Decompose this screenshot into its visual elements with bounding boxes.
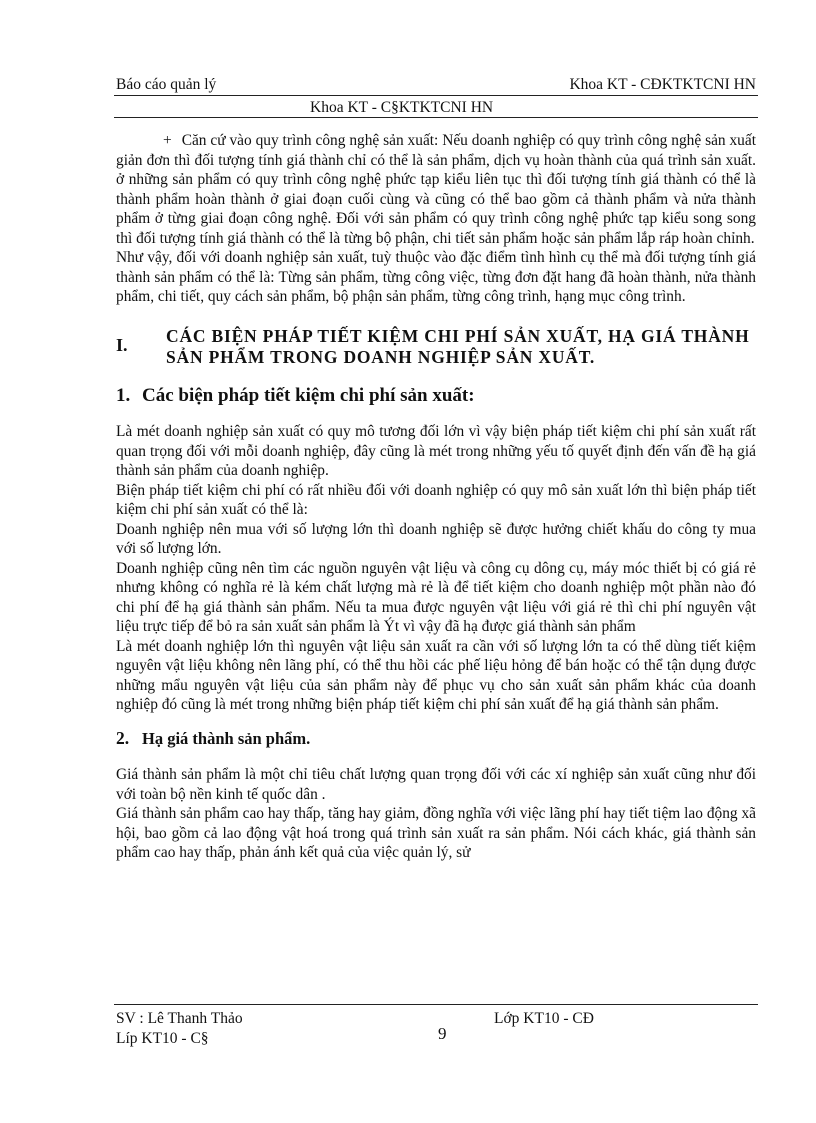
paragraph: Giá thành sản phẩm là một chỉ tiêu chất lượng quan trọng đối với các xí nghiệp sản xuất cũng như đối với toàn bộ nền kinh tế quốc dân . (116, 766, 756, 803)
subsection-1-heading (116, 386, 756, 406)
header-left-text: Báo cáo quản lý (116, 76, 217, 93)
subsection-1-number: 1. (116, 384, 131, 406)
paragraph: Là mét doanh nghiệp sản xuất có quy mô tương đối lớn vì vậy biện pháp tiết kiệm chi phí sản xuất rất quan trọng đối với mỗi doanh nghiệp, đây cũng là mét trong những yếu tố quyết định đến vấn đề hạ giá thành sản phẩm của doanh nghiệp. (116, 423, 756, 479)
subsection-2-heading (116, 729, 756, 749)
footer-student: SV : Lê Thanh Thảo (116, 1010, 243, 1027)
footer-class-right: Lớp KT10 - CĐ (494, 1010, 594, 1027)
bullet-marker: + (163, 132, 172, 149)
paragraph: Biện pháp tiết kiệm chi phí có rất nhiều đối với doanh nghiệp có quy mô sản xuất lớn thì biện pháp tiết kiệm chi phí sản xuất có thể là: (116, 481, 756, 518)
footer-divider (114, 1004, 758, 1005)
footer-class-left: Líp KT10 - C§ (116, 1030, 209, 1047)
paragraph: Doanh nghiệp cũng nên tìm các nguồn nguyên vật liệu và công cụ dông cụ, máy móc thiết bị có giá rẻ nhưng không có nghĩa rẻ là kém chất lượng mà rẻ là để tiết kiệm cho doanh nghiệp một phần nào đó chi phí để hạ giá thành sản phẩm. Nếu ta mua được nguyên vật liệu với giá rẻ thì chi phí nguyên vật liệu trực tiếp để bỏ ra sản xuất sản phẩm là Ýt vì vậy đã hạ được giá thành sản phẩm (116, 559, 756, 635)
subsection-1-title: Các biện pháp tiết kiệm chi phí sản xuất: (142, 384, 475, 406)
bullet-paragraph (116, 131, 756, 248)
paragraph: Là mét doanh nghiệp lớn thì nguyên vật liệu sản xuất ra cần với số lượng lớn ta có thể dùng tiết kiệm nguyên vật liệu không nên lãng phí, có thể thu hồi các phế liệu hỏng để bán hoặc có thể tận dụng được những mẩu nguyên vật liệu của sản phẩm này để phục vụ cho sản xuất sản phẩm khác của doanh nghiệp đó cũng là mét trong những biện pháp tiết kiệm chi phí sản xuất để hạ giá thành sản phẩm. (116, 637, 756, 713)
header-subtitle: Khoa KT - C§KTKTCNI HN (310, 99, 494, 116)
subsection-2-title: Hạ giá thành sản phẩm. (142, 728, 311, 748)
subsection-2-number: 2. (116, 727, 130, 748)
page-header (116, 76, 756, 94)
paragraph: Doanh nghiệp nên mua với số lượng lớn thì doanh nghiệp sẽ được hưởng chiết khấu do công ty mua với số lượng lớn. (116, 520, 756, 557)
header-divider (114, 95, 758, 96)
section-heading (116, 326, 756, 368)
document-body (116, 131, 756, 863)
page-number: 9 (438, 1024, 447, 1043)
section-number: I. (116, 334, 128, 355)
paragraph: Giá thành sản phẩm cao hay thấp, tăng hay giảm, đồng nghĩa với việc lãng phí hay tiết tiệm lao động xã hội, bao gồm cả lao động vật hoá trong quá trình sản xuất ra sản phẩm. Nói cách khác, giá thành sản phẩm cao hay thấp, phản ánh kết quả của việc quản lý, sử (116, 805, 756, 861)
bullet-paragraph-text: Căn cứ vào quy trình công nghệ sản xuất: Nếu doanh nghiệp có quy trình công nghệ sản xuất giản đơn thì đối tượng tính giá thành chỉ có thể là sản phẩm, dịch vụ hoàn thành của quá trình sản xuất. ở những sản phẩm có quy trình công nghệ phức tạp kiểu liên tục thì đối tượng tính giá thành có thể là thành phẩm hoàn thành ở giai đoạn cuối cùng và cũng có thể bao gồm cả thành phẩm và nửa thành phẩm ở từng giai đoạn công nghệ. Đối với sản phẩm có quy trình công nghệ phức tạp kiểu song song thì đối tượng tính giá thành có thể là từng bộ phận, chi tiết sản phẩm hoặc sản phẩm lắp ráp hoàn chỉnh. (116, 132, 756, 247)
header-divider-2 (114, 117, 758, 118)
summary-paragraph: Như vậy, đối với doanh nghiệp sản xuất, tuỳ thuộc vào đặc điểm tình hình cụ thể mà đối tượng tính giá thành sản phẩm có thể là: Từng sản phẩm, từng công việc, từng đơn đặt hang đã hoàn thành, nửa thành phẩm, chi tiết, quy cách sản phẩm, bộ phận sản phẩm, từng công trình, hạng mục công trình. (116, 249, 756, 305)
section-title: CÁC BIỆN PHÁP TIẾT KIỆM CHI PHÍ SẢN XUẤT, HẠ GIÁ THÀNH SẢN PHẨM TRONG DOANH NGHIỆP SẢN XUẤT. (166, 325, 750, 367)
header-right-text: Khoa KT - CĐKTKTCNI HN (569, 76, 756, 93)
